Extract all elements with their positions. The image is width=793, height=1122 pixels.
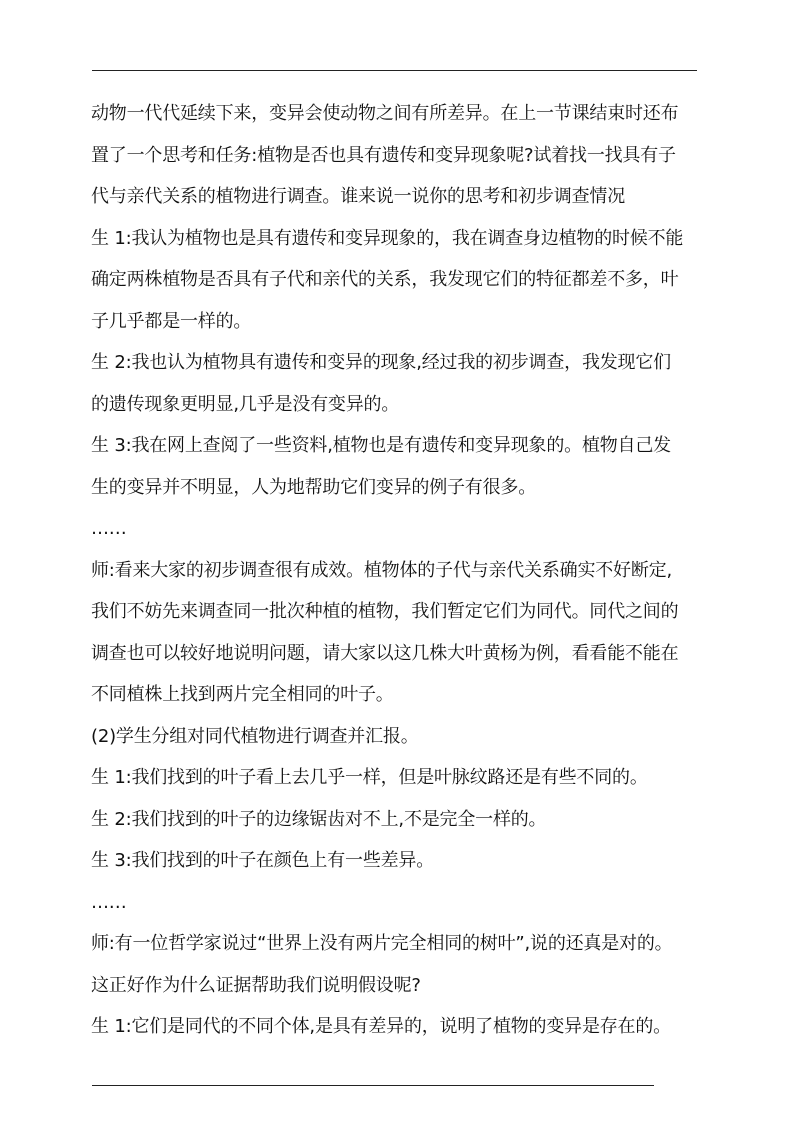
text-line: 这正好作为什么证据帮助我们说明假设呢?: [91, 974, 421, 996]
text-line: 生 2:我也认为植物具有遗传和变异的现象,经过我的初步调查，我发现它们: [91, 352, 671, 373]
ellipsis-line: ……: [91, 518, 127, 539]
text-line: 确定两株植物是否具有子代和亲代的关系，我发现它们的特征都差不多，叶: [91, 269, 679, 290]
text-line: 置了一个思考和任务:植物是否也具有遗传和变异现象呢?试着找一找具有子: [91, 144, 676, 166]
footer-rule: [92, 1085, 654, 1086]
text-line: 代与亲代关系的植物进行调查。谁来说一说你的思考和初步调查情况: [91, 186, 625, 207]
header-rule: [92, 70, 697, 71]
text-line: 生 1:我认为植物也是具有遗传和变异现象的，我在调查身边植物的时候不能: [91, 227, 684, 249]
text-line: 师:看来大家的初步调查很有成效。植物体的子代与亲代关系确实不好断定,: [91, 559, 672, 581]
text-line: (2)学生分组对同代植物进行调查并汇报。: [91, 725, 419, 747]
text-line: 生 1:我们找到的叶子看上去几乎一样，但是叶脉纹路还是有些不同的。: [91, 767, 648, 788]
text-line: 生 2:我们找到的叶子的边缘锯齿对不上,不是完全一样的。: [91, 808, 547, 830]
text-line: 的遗传现象更明显,几乎是没有变异的。: [91, 393, 400, 415]
text-line: 我们不妨先来调查同一批次种植的植物，我们暂定它们为同代。同代之间的: [91, 601, 679, 622]
text-line: 生的变异并不明显，人为地帮助它们变异的例子有很多。: [91, 476, 536, 498]
text-line: 调查也可以较好地说明问题，请大家以这几株大叶黄杨为例，看看能不能在: [91, 642, 679, 664]
text-line: 生 3:我在网上查阅了一些资料,植物也是有遗传和变异现象的。植物自己发: [91, 435, 671, 456]
text-line: 子几乎都是一样的。: [91, 310, 252, 332]
text-line: 不同植株上找到两片完全相同的叶子。: [91, 684, 394, 705]
ellipsis-line: ……: [91, 891, 127, 913]
text-line: 师:有一位哲学家说过“世界上没有两片完全相同的树叶”,说的还真是对的。: [91, 933, 673, 954]
text-line: 生 1:它们是同代的不同个体,是具有差异的，说明了植物的变异是存在的。: [91, 1016, 671, 1037]
text-line: 动物一代代延续下来，变异会使动物之间有所差异。在上一节课结束时还布: [91, 103, 679, 124]
text-line: 生 3:我们找到的叶子在颜色上有一些差异。: [91, 850, 435, 871]
document-body: [91, 93, 711, 1048]
